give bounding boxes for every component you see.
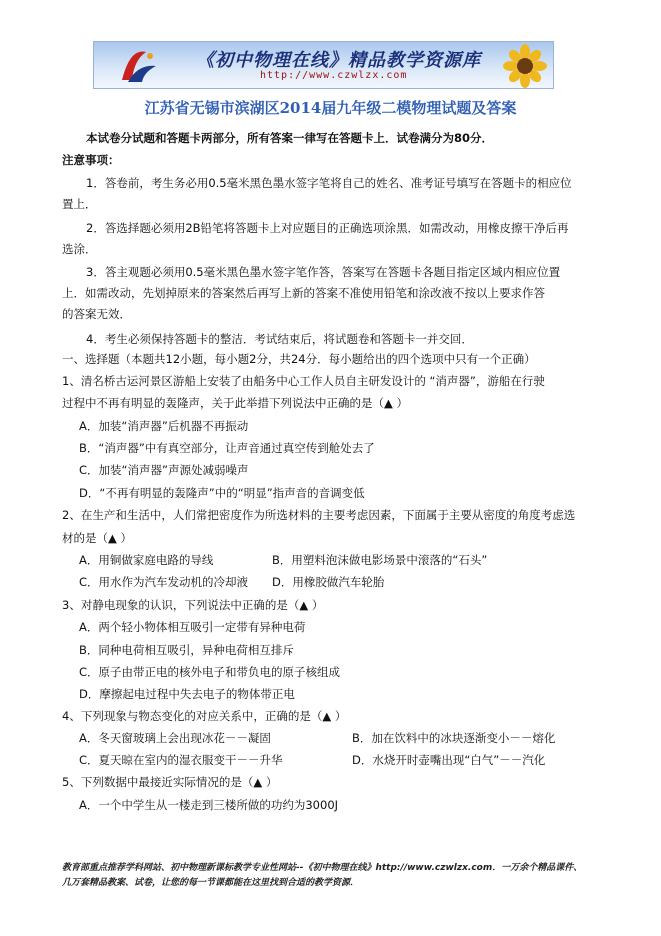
text-line: 4．考生必须保持答题卡的整洁．考试结束后，将试题卷和答题卡一并交回． — [86, 332, 473, 346]
text-line: 过程中不再有明显的轰隆声，关于此举措下列说法中正确的是（▲ ） — [62, 396, 408, 410]
text-line: C．原子由带正电的核外电子和带负电的原子核组成 — [79, 665, 341, 679]
sunflower-icon — [495, 44, 549, 88]
header-banner — [93, 41, 554, 89]
logo-icon — [116, 46, 160, 86]
text-line: 选涂． — [62, 242, 97, 256]
text-line: C．用水作为汽车发动机的冷却液 — [79, 575, 249, 589]
text-line: 置上． — [62, 197, 97, 211]
text-line: 的答案无效． — [62, 307, 131, 321]
banner-title: 《初中物理在线》精品教学资源库 — [196, 50, 481, 71]
text-line: 5、下列数据中最接近实际情况的是（▲ ） — [62, 775, 278, 789]
footer-line-1: 教育部重点推荐学科网站、初中物理新课标教学专业性网站--《初中物理在线》http://www.czwlzx.com．一万余个精品课件、 — [62, 863, 583, 873]
text-line: 注意事项： — [62, 153, 120, 167]
text-line: A．一个中学生从一楼走到三楼所做的功约为3000J — [79, 798, 339, 812]
text-line: A．两个轻小物体相互吸引一定带有异种电荷 — [79, 620, 306, 634]
text-line: 1．答卷前，考生务必用0.5毫米黑色墨水签字笔将自己的姓名、准考证号填写在答题卡的相应位 — [86, 176, 572, 190]
document-title: 江苏省无锡市滨湖区2014届九年级二模物理试题及答案 — [144, 99, 517, 117]
text-line: C．加装“消声器”声源处减弱噪声 — [79, 463, 249, 477]
footer-line-2: 几万套精品教案、试卷，让您的每一节课都能在这里找到合适的教学资源． — [62, 878, 360, 888]
text-line: 本试卷分试题和答题卡两部分，所有答案一律写在答题卡上．试卷满分为80分． — [86, 131, 493, 145]
text-line: B．加在饮料中的冰块逐渐变小－－熔化 — [352, 731, 556, 745]
text-line: 4、下列现象与物态变化的对应关系中，正确的是（▲ ） — [62, 709, 347, 723]
banner-url[interactable]: http://www.czwlzx.com — [260, 70, 408, 81]
text-line: D．摩擦起电过程中失去电子的物体带正电 — [79, 687, 295, 701]
text-line: 2、在生产和生活中，人们常把密度作为所选材料的主要考虑因素，下面属于主要从密度的角度考虑选 — [62, 508, 576, 522]
text-line: A．加装“消声器”后机器不再振动 — [79, 419, 249, 433]
text-line: C．夏天晾在室内的湿衣服变干－－升华 — [79, 753, 283, 767]
text-line: B．“消声器”中有真空部分，让声音通过真空传到舱处去了 — [79, 441, 375, 455]
text-line: D．“不再有明显的轰隆声”中的“明显”指声音的音调变低 — [79, 486, 365, 500]
text-line: 3、对静电现象的认识，下列说法中正确的是（▲ ） — [62, 598, 324, 612]
text-line: A．冬天窗玻璃上会出现冰花－－凝固 — [79, 731, 271, 745]
text-line: B．用塑料泡沫做电影场景中滚落的“石头” — [272, 553, 488, 567]
text-line: B．同种电荷相互吸引，异种电荷相互排斥 — [79, 643, 294, 657]
text-line: D．水烧开时壶嘴出现“白气”－－汽化 — [352, 753, 546, 767]
text-line: A．用铜做家庭电路的导线 — [79, 553, 214, 567]
text-line: D．用橡胶做汽车轮胎 — [272, 575, 385, 589]
text-line: 3．答主观题必须用0.5毫米黑色墨水签字笔作答，答案写在答题卡各题目指定区域内相应位置 — [86, 265, 561, 279]
text-line: 一、选择题（本题共12小题，每小题2分，共24分．每小题给出的四个选项中只有一个正确） — [62, 352, 536, 366]
text-line: 材的是（▲ ） — [62, 531, 132, 545]
text-line: 上．如需改动，先划掉原来的答案然后再写上新的答案不准使用铅笔和涂改液不按以上要求作答 — [62, 286, 545, 300]
text-line: 1、清名桥古运河景区游船上安装了由船务中心工作人员自主研发设计的 “消声器”，游船在行驶 — [62, 374, 545, 388]
text-line: 2．答选择题必须用2B铅笔将答题卡上对应题目的正确选项涂黑．如需改动，用橡皮擦干净后再 — [86, 221, 569, 235]
